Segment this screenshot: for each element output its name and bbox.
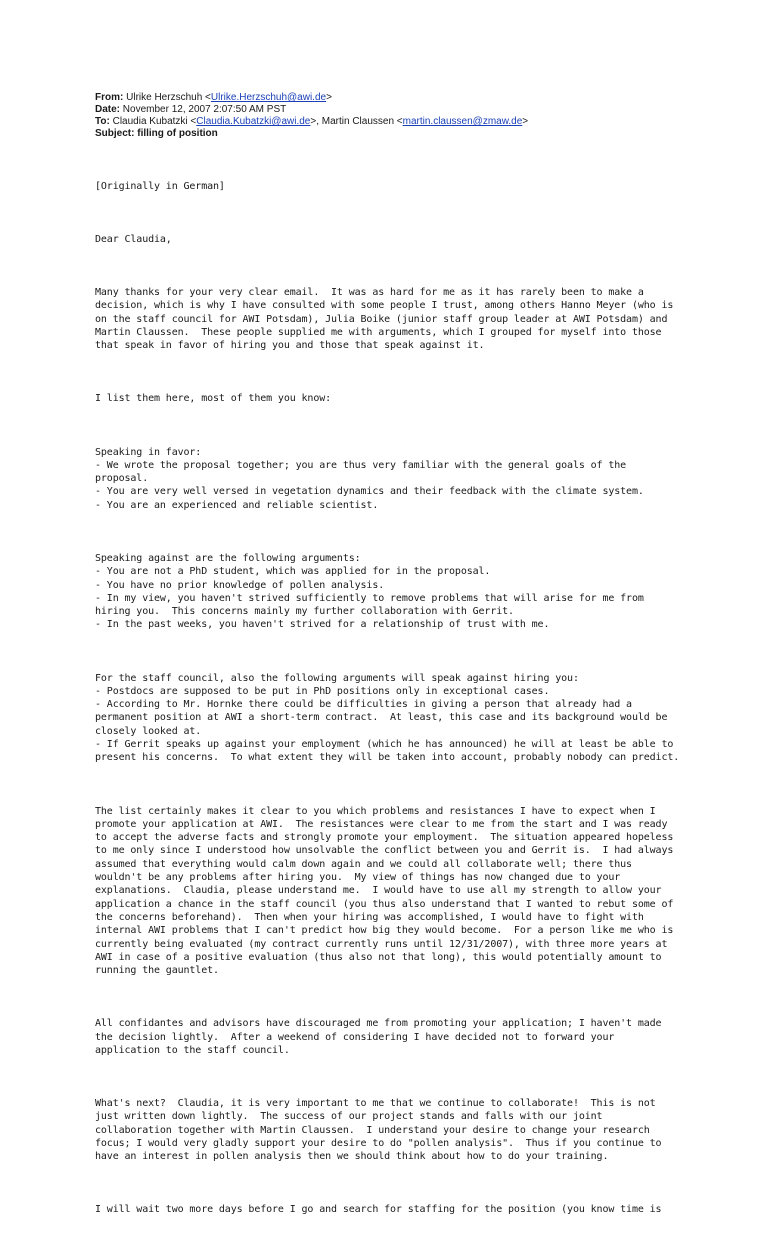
paragraph-problems: The list certainly makes it clear to you which problems and resistances I have to expect when I promote your application at AWI. The resistances were clear to me from the start and I was ready to accept the adverse facts and strongly promote your employment. The situation appeared hopeless to me only since I understood how unsolvable the conflict between you and Gerrit is. I had always assumed that everything would calm down again and we could all collaborate well; there thus wouldn't be any problems after hiring you. My view of things has now changed due to your explanations. Claudia, please understand me. I would have to use all my strength to allow your application a chance in the staff council (you thus also understand that I wanted to rebut some of the concerns beforehand). Then when your hiring was accomplished, I would have to fight with internal AWI problems that I can't predict how big they would become. For a person like me who is currently being evaluated (my contract currently runs until 12/31/2007), with three more years at AWI in case of a positive evaluation (thus also not that long), this would potentially amount to running the gauntlet.: [95, 805, 674, 977]
subject-label: Subject:: [95, 128, 135, 139]
date-label: Date:: [95, 104, 121, 115]
to-label: To:: [95, 116, 110, 127]
from-line: [95, 92, 735, 104]
paragraph-staff-council: For the staff council, also the following arguments will speak against hiring you: - Postdocs are supposed to be put in PhD positions only in exceptional cases. - According to Mr. Hornke there could be difficulties in giving a person that already had a permanent position at AWI a short-term contract. At least, this case and its background would be closely looked at. - If Gerrit speaks up against your employment (which he has announced) he will at least be able to present his concerns. To what extent they will be taken into account, probably nobody can predict.: [95, 672, 680, 764]
paragraph-in-favor: Speaking in favor: - We wrote the proposal together; you are thus very familiar with the general goals of the proposal. - You are very well versed in vegetation dynamics and their feedback with the climate system. - You are an experienced and reliable scientist.: [95, 446, 644, 511]
paragraph-closing: I will wait two more days before I go and search for staffing for the position (you know time is: [95, 1204, 662, 1216]
recipient-close: >: [522, 116, 529, 127]
sender-close: >: [326, 92, 332, 103]
sender-email-link[interactable]: Ulrike.Herzschuh@awi.de: [210, 92, 327, 103]
sender-name: Ulrike Herzschuh <: [126, 92, 211, 103]
paragraph-next-steps: What's next? Claudia, it is very important to me that we continue to collaborate! This is not just written down lightly. The success of our project stands and falls with our joint collaboration together with Martin Claussen. I understand your desire to change your research focus; I would very gladly support your desire to do "pollen analysis". Thus if you continue to have an interest in pollen analysis then we should think about how to do your training.: [95, 1098, 662, 1163]
paragraph-list-intro: I list them here, most of them you know:: [95, 393, 332, 405]
recipient-email-link-1[interactable]: Claudia.Kubatzki@awi.de: [196, 116, 311, 127]
date-line: [95, 104, 735, 116]
paragraph-intro: Many thanks for your very clear email. It was as hard for me as it has rarely been to make a decision, which is why I have consulted with some people I trust, among others Hanno Meyer (who is on the staff council for AWI Potsdam), Julia Boike (junior staff group leader at AWI Potsdam) and Martin Claussen. These people supplied me with arguments, which I grouped for myself into those that speak in favor of hiring you and those that speak against it.: [95, 286, 674, 352]
to-line: [95, 116, 735, 128]
translation-note: [Originally in German]: [95, 180, 225, 192]
recipient-name-1: Claudia Kubatzki <: [112, 116, 197, 127]
recipient-separator: >, Martin Claussen <: [310, 116, 403, 127]
paragraph-against: Speaking against are the following arguments: - You are not a PhD student, which was applied for in the proposal. - You have no prior knowledge of pollen analysis. - In my view, you haven't strived sufficiently to remove problems that will arise for me from hiring you. This concerns mainly my further collaboration with Gerrit. - In the past weeks, you haven't strived for a relationship of trust with me.: [95, 552, 644, 631]
date-value: November 12, 2007 2:07:50 AM PST: [122, 104, 287, 115]
recipient-email-link-2[interactable]: martin.claussen@zmaw.de: [402, 116, 523, 127]
from-label: From:: [95, 92, 124, 103]
email-body: [95, 153, 735, 1257]
subject-value: filling of position: [137, 128, 218, 139]
paragraph-decision: All confidantes and advisors have discouraged me from promoting your application; I haven't made the decision lightly. After a weekend of considering I have decided not to forward your application to the staff council.: [95, 1018, 662, 1056]
email-document: [95, 92, 735, 1257]
subject-line: [95, 128, 735, 140]
salutation: Dear Claudia,: [95, 233, 172, 245]
